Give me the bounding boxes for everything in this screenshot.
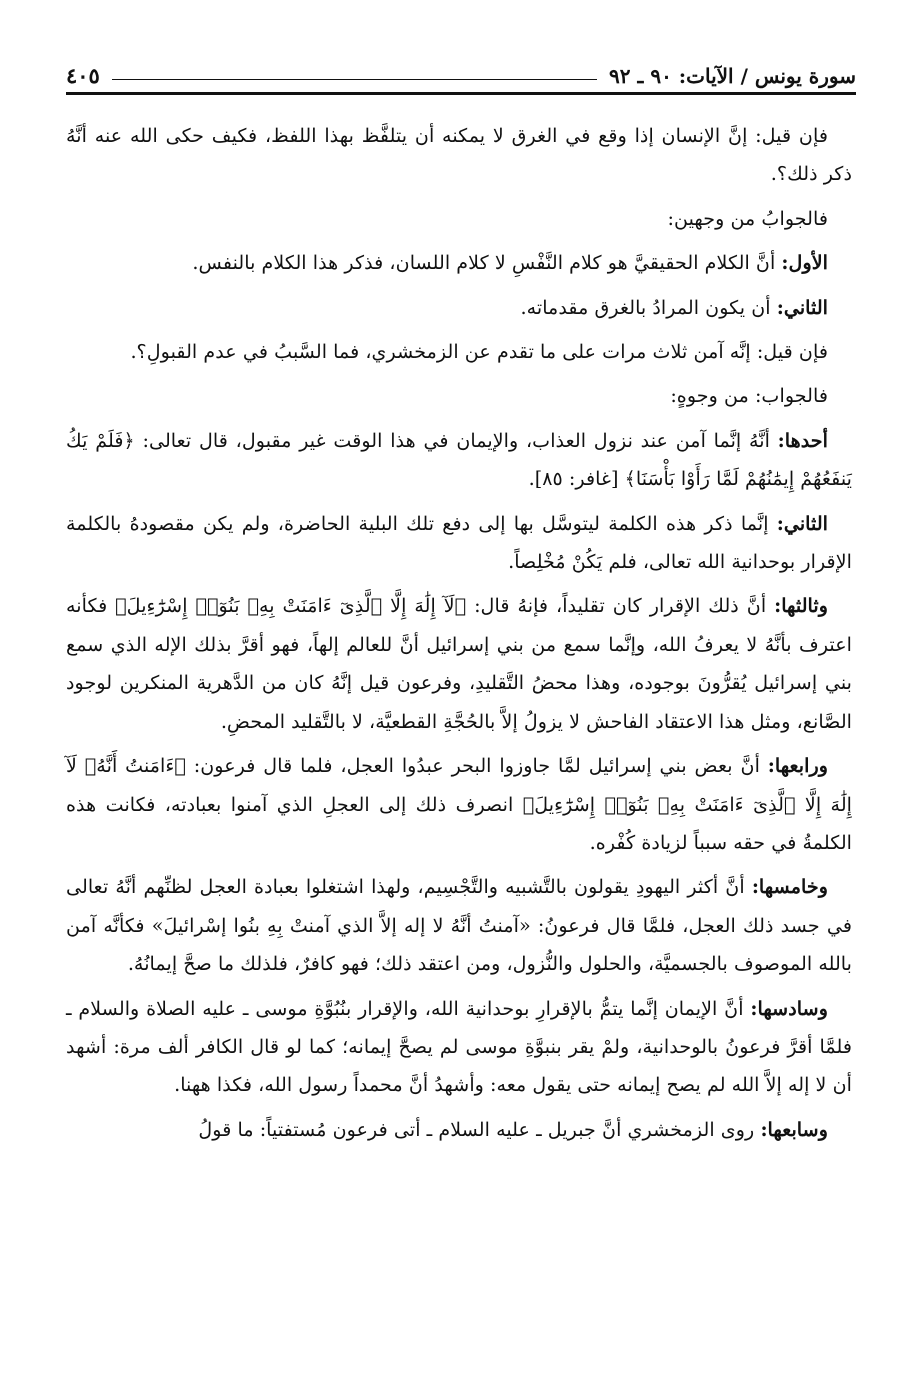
paragraph-text: فالجواب: من وجوهٍ:	[670, 384, 828, 408]
paragraph	[66, 333, 852, 371]
paragraph-lead: ورابعها:	[767, 754, 828, 778]
running-title: سورة يونس / الآيات: ٩٠ ـ ٩٢	[609, 64, 856, 88]
paragraph-text: أنَّ ذلك الإقرار كان تقليداً، فإنهُ قال: ﴿لَآ إِلَٰهَ إِلَّا ٱلَّذِىٓ ءَامَنَتْ بِهِۦ بَنُوٓا۟ إِسْرَٰٓءِيلَ﴾ فكأنه اعترف بأنَّهُ لا يعرفُ الله، وإنَّما سمع من بني إسرائيل أنَّ للعالم إلهاً، فهو أقرَّ بذلك الإله الذي سمع بني إسرائيل يُقرُّونَ بوجوده، وهذا محضُ التَّقليدِ، وفرعون قيل إنَّهُ كان من الدَّهرية المنكرين لوجود الصَّانع، ومثل هذا الاعتقاد الفاحش لا يزولُ إلاَّ بالحُجَّةِ القطعيَّة، لا بالتَّقليد المحضِ.	[66, 594, 852, 733]
paragraph	[66, 200, 852, 238]
paragraph-lead: الثاني:	[776, 295, 828, 319]
paragraph	[66, 505, 852, 582]
paragraph-text: إنَّما ذكر هذه الكلمة ليتوسَّل بها إلى دفع تلك البلية الحاضرة، ولم يكن مقصودهُ بالكلمة الإقرار بوحدانية الله تعالى، فلم يَكُنْ مُخْلِصاً.	[66, 511, 852, 574]
paragraph	[66, 117, 852, 194]
paragraph	[66, 377, 852, 415]
paragraph-text: فإن قيل: إنَّه آمن ثلاث مرات على ما تقدم عن الزمخشري، فما السَّببُ في عدم القبولِ؟.	[130, 340, 828, 364]
paragraph-text: روى الزمخشري أنَّ جبريل ـ عليه السلام ـ أتى فرعون مُستفتياً: ما قولُ	[198, 1117, 755, 1141]
paragraph	[66, 1111, 852, 1149]
paragraph	[66, 587, 852, 741]
page-number: ٤٠٥	[66, 63, 100, 88]
paragraph-lead: أحدها:	[777, 428, 828, 452]
paragraph	[66, 244, 852, 282]
paragraph	[66, 289, 852, 327]
paragraph-text: أنَّ أكثر اليهودِ يقولون بالتَّشبيه والتَّجْسِيم، ولهذا اشتغلوا بعبادة العجل لظنِّهم أنَّهُ تعالى في جسد ذلك العجل، فلمَّا قال فرعونُ: «آمنتُ أنَّهُ لا إله إلاَّ الذي آمنتْ بِهِ بنُوا إسْرائيلَ» فكأنَّه آمن بالله الموصوف بالجسميَّة، والحلول والنُّزول، ومن اعتقد ذلك؛ فهو كافرٌ، فلذلك ما صحَّ إيمانُهُ.	[66, 875, 852, 976]
paragraph-text: أنَّ الكلام الحقيقيَّ هو كلام النَّفْسِ لا كلام اللسان، فذكر هذا الكلام بالنفس.	[192, 251, 776, 275]
paragraph	[66, 990, 852, 1105]
page-header	[66, 52, 856, 95]
paragraph-lead: وسادسها:	[750, 996, 828, 1020]
paragraph	[66, 422, 852, 499]
paragraph-text: أنَّ الإيمان إنَّما يتمُّ بالإقرارِ بوحدانية الله، والإقرار بنُبُوَّةِ موسى ـ عليه الصلاة والسلام ـ فلمَّا أقرَّ فرعونُ بالوحدانية، ولمْ يقر بنبوَّةِ موسى لم يصحَّ إيمانه؛ كما لو قال الكافر ألف مرة: أشهد أن لا إله إلاَّ الله لم يصح إيمانه حتى يقول معه: وأشهدُ أنَّ محمداً رسول الله، فكذا ههنا.	[66, 996, 852, 1097]
paragraph-text: فإن قيل: إنَّ الإنسان إذا وقع في الغرق لا يمكنه أن يتلفَّظ بهذا اللفظ، فكيف حكى الله عنه أنَّهُ ذكر ذلك؟.	[66, 124, 852, 186]
paragraph-lead: وخامسها:	[751, 875, 828, 899]
paragraph-lead: الثاني:	[776, 511, 828, 535]
paragraph-text: أنَّ بعض بني إسرائيل لمَّا جاوزوا البحر عبدُوا العجل، فلما قال فرعون: ﴿ءَامَنتُ أَنَّهُۥ لَآ إِلَٰهَ إِلَّا ٱلَّذِىٓ ءَامَنَتْ بِهِۦ بَنُوٓا۟ إِسْرَٰٓءِيلَ﴾ انصرف ذلك إلى العجلِ الذي آمنوا بعبادته، فكانت هذه الكلمةُ في حقه سبباً لزيادة كُفْره.	[66, 754, 852, 854]
paragraph-text: أن يكون المرادُ بالغرق مقدماته.	[520, 295, 771, 319]
paragraph-lead: الأول:	[781, 251, 828, 275]
header-rule	[112, 79, 597, 80]
paragraph-lead: وثالثها:	[774, 594, 828, 618]
text-body	[66, 117, 852, 1155]
paragraph-text: فالجوابُ من وجهين:	[667, 206, 828, 230]
paragraph	[66, 747, 852, 862]
paragraph-text: أنَّهُ إنَّما آمن عند نزول العذاب، والإيمان في هذا الوقت غير مقبول، قال تعالى: ﴿فَلَمْ يَكُ يَنفَعُهُمْ إِيمَٰنُهُمْ لَمَّا رَأَوْا بَأْسَنَا﴾ [غافر: ٨٥].	[66, 428, 852, 491]
paragraph	[66, 868, 852, 983]
paragraph-lead: وسابعها:	[760, 1117, 828, 1141]
